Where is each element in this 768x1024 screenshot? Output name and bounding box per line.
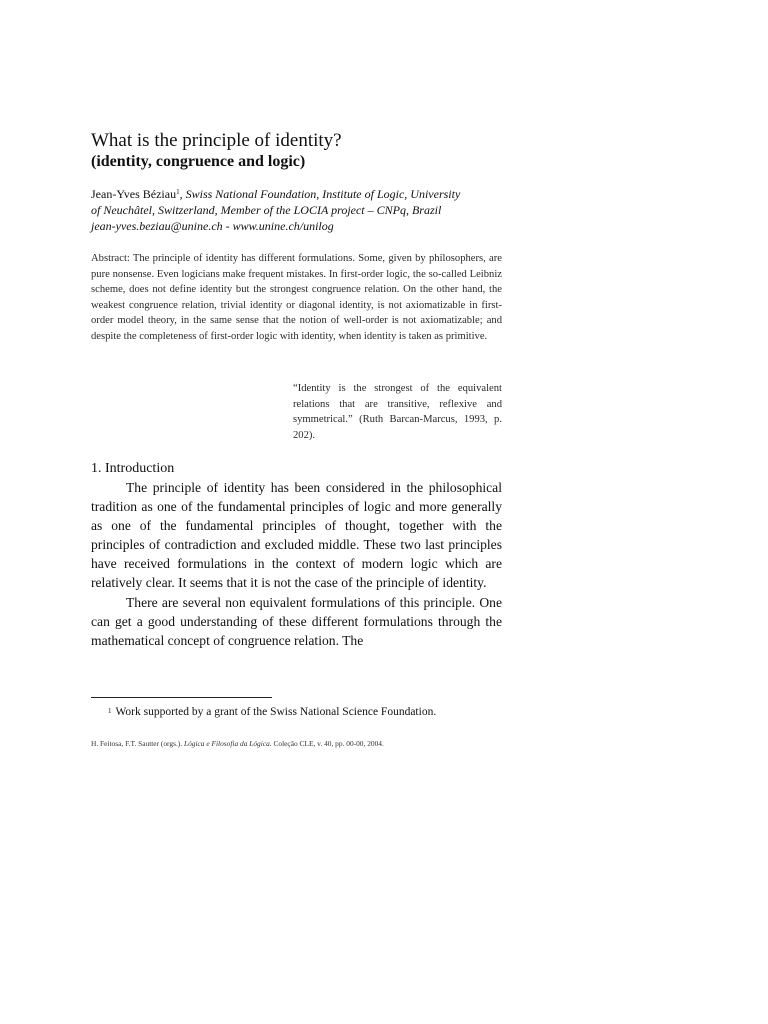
author-line-1 [91,186,505,202]
author-name: Jean-Yves Béziau [91,187,177,201]
paper-subtitle: (identity, congruence and logic) [91,153,306,170]
body-paragraph-1: The principle of identity has been considered in the philosophical tradition as one of the fundamental principles of logic and more generally as one of the fundamental principles of thought, together with the principles of contradiction and excluded middle. These two last principles have received formulations in the context of modern logic which are relatively clear. It seems that it is not the case of the principle of identity. [91,480,502,591]
section-heading: 1. Introduction [91,461,175,476]
footnote-mark: 1 [108,707,112,715]
footnote-text: Work supported by a grant of the Swiss National Science Foundation. [115,706,437,718]
epigraph-quote: “Identity is the strongest of the equivalent relations that are transitive, reflexive and symmetrical.” (Ruth Barcan-Marcus, 1993, p. 202). [293,383,502,441]
author-block [91,186,505,234]
author-contact: jean-yves.beziau@unine.ch - www.unine.ch/unilog [91,219,334,233]
author-affiliation-1: , Swiss National Foundation, Institute of Logic, University [179,187,461,201]
citation-prefix: H. Feitosa, F.T. Sautter (orgs.). [91,739,184,748]
citation-book-title: Lógica e Filosofia da Lógica [183,739,270,748]
citation-line [91,739,511,749]
body-paragraph-2: There are several non equivalent formulations of this principle. One can get a good understanding of these different formulations through the mathematical concept of congruence relation. The [91,594,502,648]
footnote [108,705,508,720]
author-footnote-mark: 1 [176,188,180,196]
section-body [91,478,502,650]
citation-suffix: . Coleção CLE, v. 40, pp. 00-00, 2004. [269,739,384,748]
footnote-divider [91,697,272,698]
author-affiliation-2: of Neuchâtel, Switzerland, Member of the LOCIA project – CNPq, Brazil [91,203,442,217]
abstract: Abstract: The principle of identity has different formulations. Some, given by philosophers, are pure nonsense. Even logicians make frequent mistakes. In first-order logic, the so-called Leibniz scheme, does not define identity but the strongest congruence relation. On the other hand, the weakest congruence relation, trivial identity or diagonal identity, is not axiomatizable in first-order model theory, in the same sense that the notion of well-order is not axiomatizable; and despite the completeness of first-order logic with identity, when identity is taken as primitive. [91,253,502,342]
paper-title: What is the principle of identity? [91,130,342,151]
